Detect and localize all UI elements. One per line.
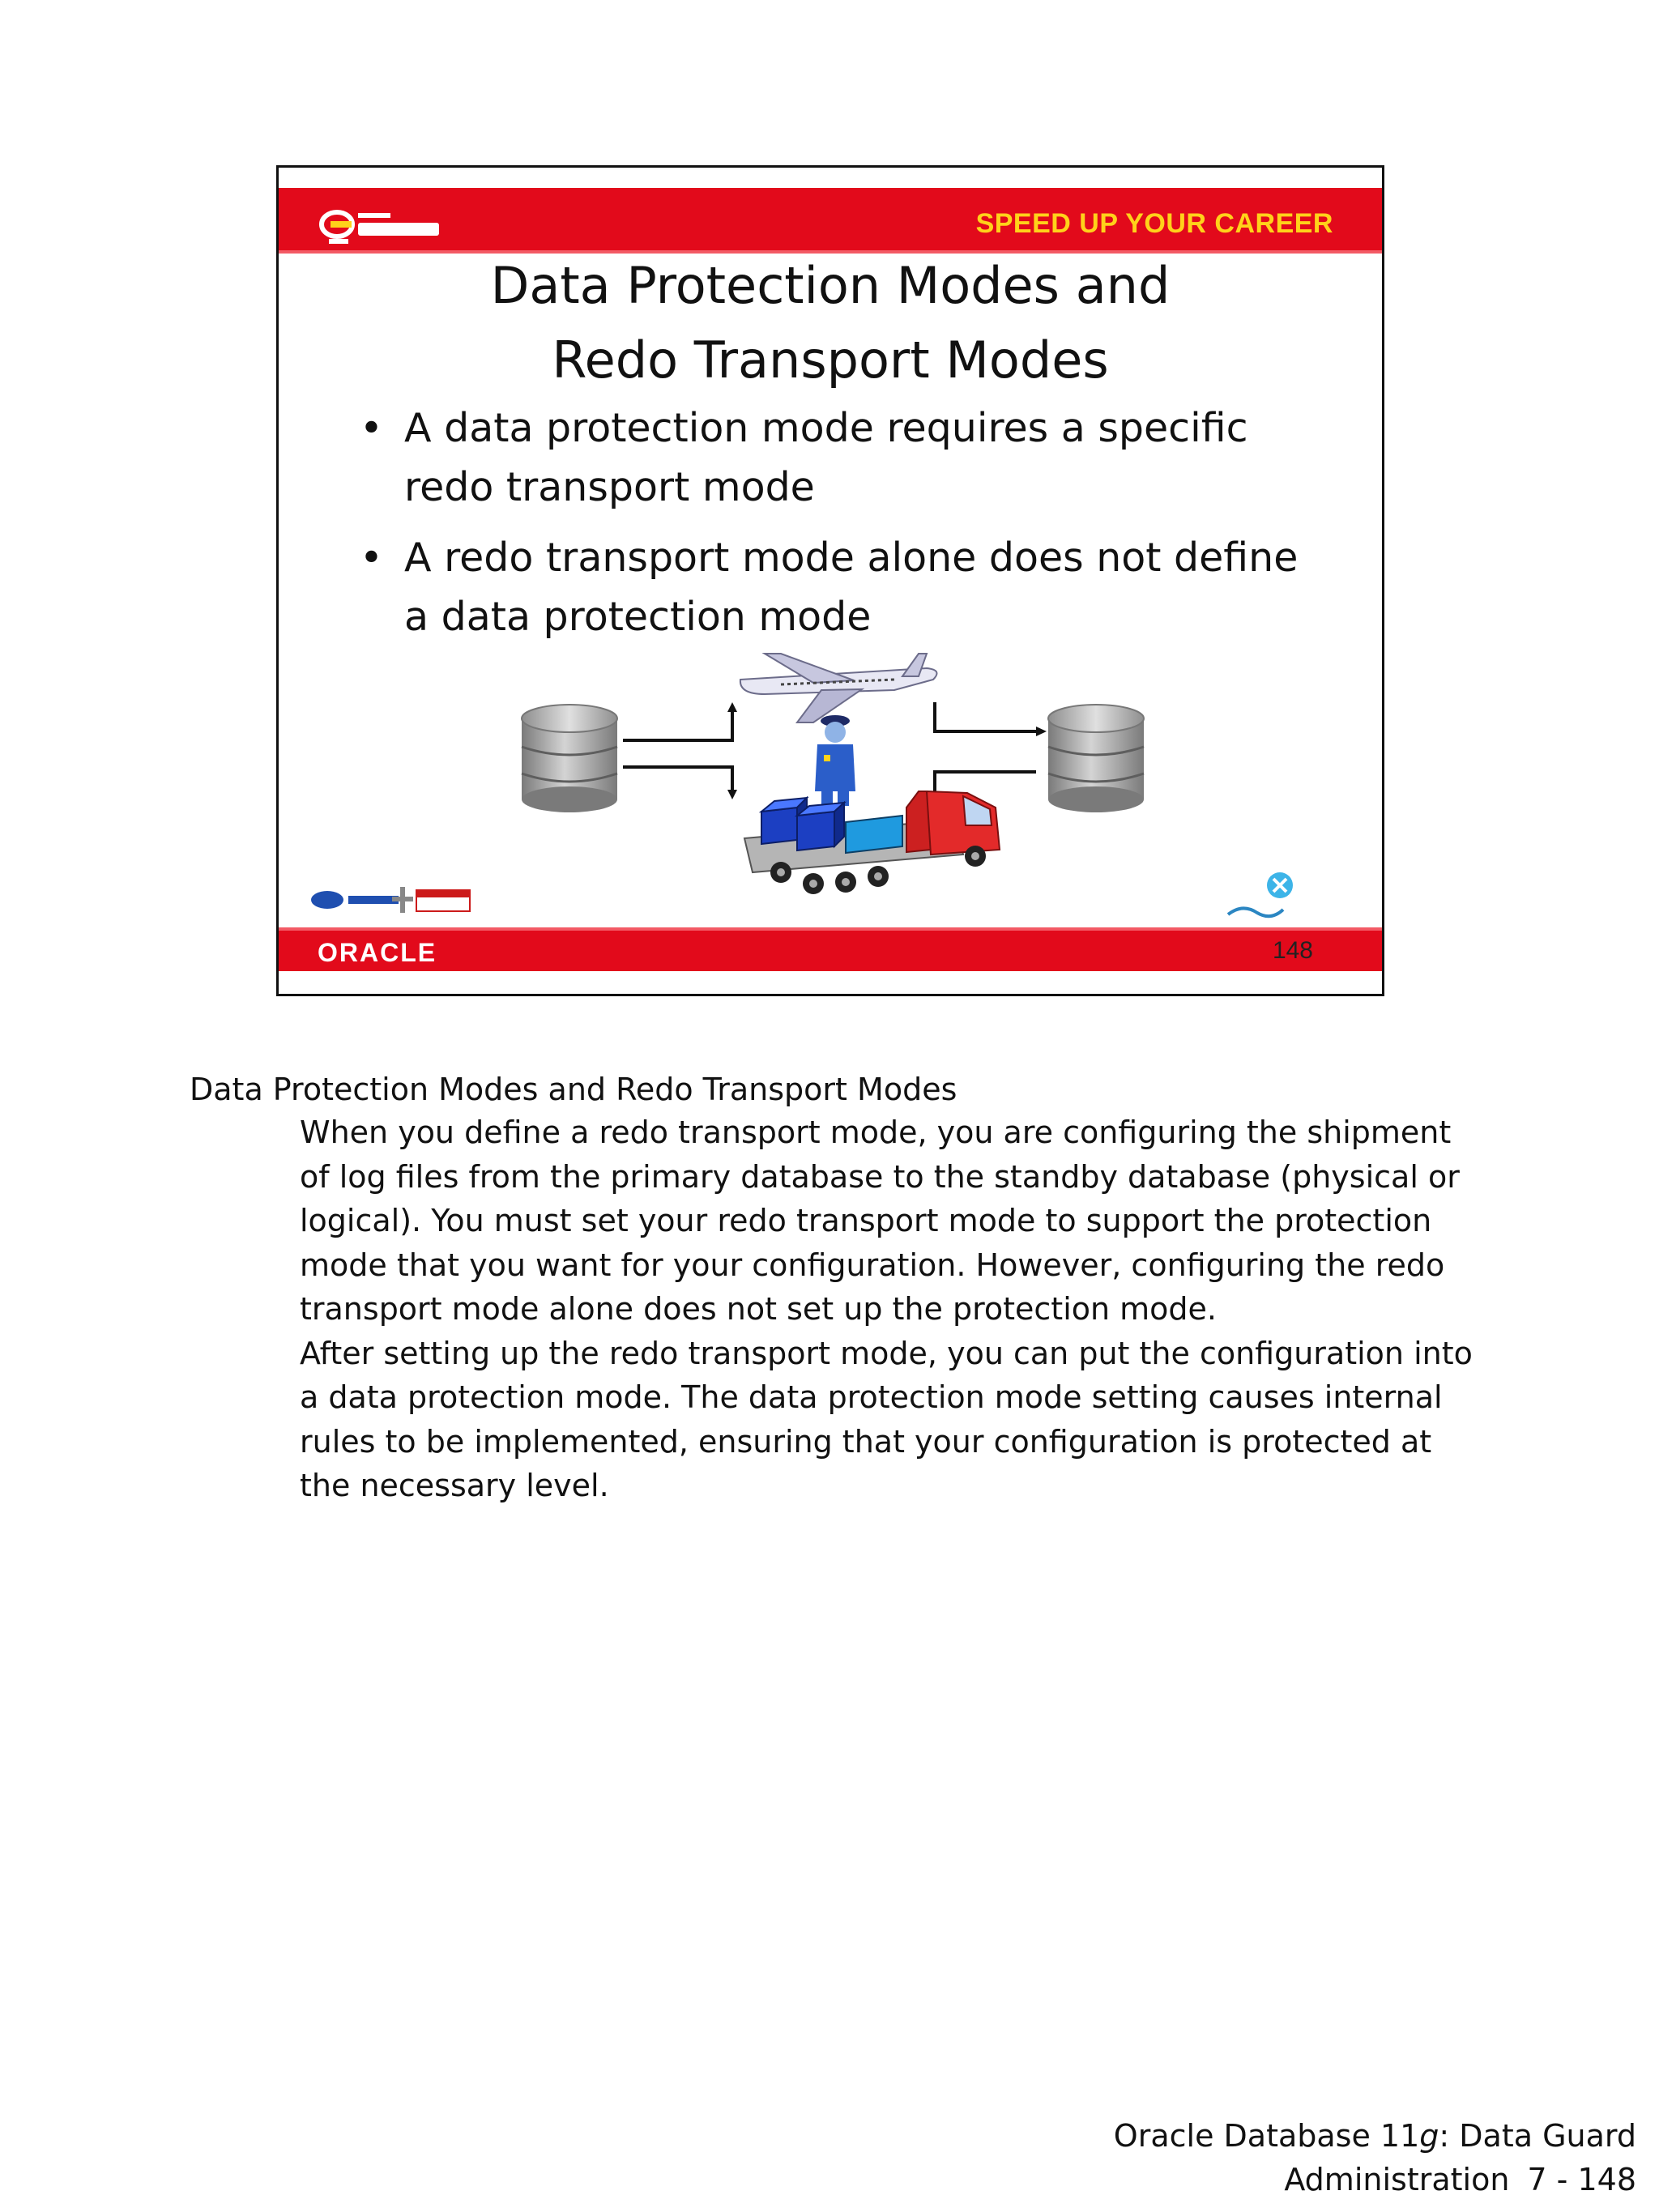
right-connector-lines — [935, 702, 1036, 799]
primary-database-icon — [522, 705, 617, 812]
notes-paragraph-1: When you define a redo transport mode, you are configuring the shipment of log files from the primary database to the standby database (physical or logical). You must set your redo transport mode to support the protection mode that you want for your configuration. However, configuring the redo transport mode alone does not set up the protection mode. — [300, 1115, 1460, 1327]
airplane-icon — [740, 654, 937, 722]
footer-course-prefix: Oracle Database 11 — [1113, 2118, 1420, 2154]
footer-course-title — [1114, 2114, 1636, 2158]
footer-course-suffix: : Data Guard — [1439, 2118, 1636, 2154]
arrow-right-icon — [1036, 727, 1047, 736]
page-footer — [1114, 2114, 1636, 2201]
footer-administration: Administration — [1284, 2162, 1510, 2197]
notes-body — [300, 1110, 1482, 1508]
slide-bullet-1: • A data protection mode requires a specific redo transport mode — [360, 399, 1332, 517]
footer-page-reference: 7 - 148 — [1527, 2162, 1636, 2197]
notes-heading: Data Protection Modes and Redo Transport Modes — [190, 1072, 957, 1107]
slide-frame — [276, 165, 1384, 996]
slide-bullet-2: • A redo transport mode alone does not define a data protection mode — [360, 528, 1332, 646]
standby-database-icon — [1048, 705, 1144, 812]
footer-line-2 — [1114, 2158, 1636, 2201]
arrow-down-icon — [727, 790, 737, 799]
left-connector-lines — [623, 710, 732, 791]
brillix-logo-icon — [1228, 872, 1293, 916]
slide-tagline: SPEED UP YOUR CAREER — [975, 208, 1333, 239]
slide-title-line-2: Redo Transport Modes — [552, 330, 1109, 390]
slide-title-line-1: Data Protection Modes and — [490, 256, 1171, 315]
slide-footer-band — [279, 931, 1382, 971]
arrow-up-icon — [727, 702, 737, 712]
slide-number: 148 — [1272, 937, 1313, 964]
transport-diagram — [279, 168, 1384, 996]
sponsor-logo-icon — [311, 887, 470, 913]
footer-course-italic: g — [1419, 2118, 1439, 2154]
oracle-logo: ORACLE — [318, 938, 437, 967]
officer-icon — [815, 715, 855, 806]
notes-paragraph-2: After setting up the redo transport mode, you can put the configuration into a data protection mode. The data protection mode setting causes internal rules to be implemented, ensuring that your configuration is protected at the necessary level. — [300, 1335, 1473, 1503]
